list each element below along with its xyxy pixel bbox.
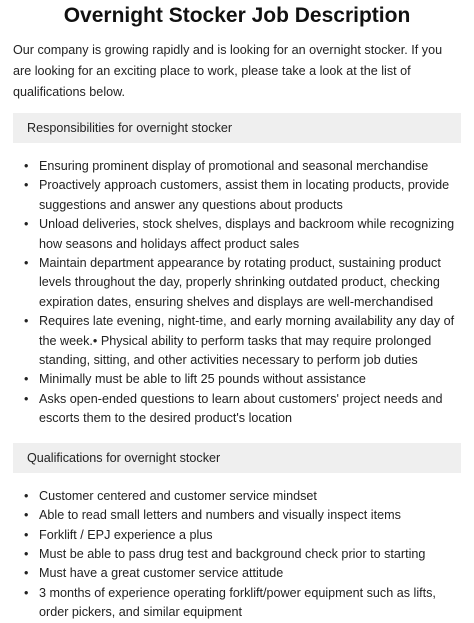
list-item [13, 157, 461, 176]
qualifications-heading [13, 443, 461, 473]
bullet-icon: • [24, 314, 29, 329]
list-item [13, 312, 461, 370]
list-item-text: Forklift / EPJ experience a plus [39, 527, 213, 542]
list-item-text: Requires late evening, night-time, and early morning availability any day of the week.• Physical ability to perform tasks that may require prolonged standing, sitting, and other activities necessary to perform job duties [39, 314, 455, 368]
list-item [13, 545, 461, 564]
responsibilities-heading [13, 113, 461, 143]
list-item [13, 370, 461, 389]
list-item-text: Customer centered and customer service mindset [39, 488, 317, 503]
list-item-text: Must have a great customer service attitude [39, 566, 284, 581]
list-item-text: Asks open-ended questions to learn about customers' project needs and escorts them to the desired product's location [39, 391, 443, 426]
bullet-icon: • [24, 256, 29, 271]
list-item [13, 584, 461, 623]
bullet-icon: • [24, 488, 29, 503]
list-item [13, 506, 461, 525]
bullet-icon: • [24, 178, 29, 193]
list-item [13, 176, 461, 215]
list-item [13, 487, 461, 506]
list-item-text: Must be able to pass drug test and background check prior to starting [39, 546, 426, 561]
page-title: Overnight Stocker Job Description [63, 4, 411, 27]
list-item-text: Ensuring prominent display of promotional and seasonal merchandise [39, 159, 429, 173]
list-item-text: Able to read small letters and numbers and visually inspect items [39, 508, 401, 523]
list-item [13, 215, 461, 254]
bullet-icon: • [24, 527, 29, 542]
bullet-icon: • [24, 546, 29, 561]
list-item [13, 526, 461, 545]
qualifications-list [13, 487, 461, 623]
bullet-icon: • [24, 508, 29, 523]
responsibilities-heading-text: Responsibilities for overnight stocker [27, 121, 233, 135]
list-item-text: 3 months of experience operating forklift/power equipment such as lifts, order pickers, and similar equipment [39, 585, 436, 620]
list-item-text: Proactively approach customers, assist them in locating products, provide suggestions and answer any questions about products [39, 178, 450, 212]
intro-paragraph: Our company is growing rapidly and is looking for an overnight stocker. If you are looking for an exciting place to work, please take a look at the list of qualifications below. [13, 43, 443, 99]
list-item [13, 390, 461, 429]
list-item [13, 564, 461, 583]
bullet-icon: • [24, 372, 29, 387]
list-item-text: Minimally must be able to lift 25 pounds without assistance [39, 372, 366, 387]
bullet-icon: • [24, 217, 29, 232]
list-item-text: Unload deliveries, stock shelves, displays and backroom while recognizing how seasons and holidays affect product sales [39, 217, 455, 251]
bullet-icon: • [24, 159, 29, 173]
bullet-icon: • [24, 391, 29, 406]
list-item [13, 254, 461, 312]
list-item-text: Maintain department appearance by rotating product, sustaining product levels throughout the day, properly shrinking outdated product, checking expiration dates, ensuring shelves and displays are well-merchandised [39, 256, 441, 309]
bullet-icon: • [24, 566, 29, 581]
responsibilities-list [13, 157, 461, 429]
qualifications-heading-text: Qualifications for overnight stocker [27, 450, 221, 465]
bullet-icon: • [24, 585, 29, 600]
